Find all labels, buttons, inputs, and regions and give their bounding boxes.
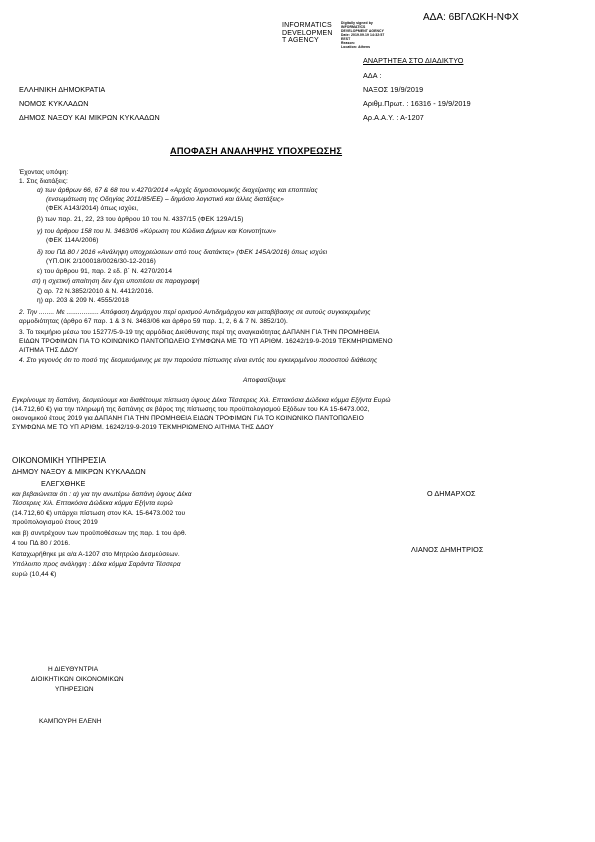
financial-line: Τέσσερεις Χιλ. Επτακόσια Δώδεκα κόμμα Εξήντα ευρώ <box>12 500 173 507</box>
provision-item: στ) η σχετική απαίτηση δεν έχει υποπέσει σε παραγραφή <box>32 278 200 285</box>
financial-line: Υπόλοιπο προς ανάληψη : Δέκα κόμμα Σαράντα Τέσσερα <box>12 561 181 568</box>
financial-line: προϋπολογισμού έτους 2019 <box>12 519 98 526</box>
header-country: ΕΛΛΗΝΙΚΗ ΔΗΜΟΚΡΑΤΙΑ <box>19 85 106 94</box>
signature-logo <box>282 22 333 45</box>
date-place: ΝΑΞΟΣ 19/9/2019 <box>363 85 424 94</box>
point-item: 3. Το τεκμήριο μέσω του 15277/5-9-19 της αρμόδιας Διεύθυνσης περί της αναγκαιότητας ΔΑΠΑΝΗ ΓΙΑ ΤΗΝ ΠΡΟΜΗΘΕΙΑ <box>19 329 380 336</box>
signature-details <box>341 21 384 49</box>
financial-line: και β) συντρέχουν των προϋποθέσεων της παρ. 1 του άρθ. <box>12 530 187 537</box>
financial-line: Καταχωρήθηκε με α/α Α-1207 στο Μητρώο Δεσμεύσεων. <box>12 551 180 558</box>
point-item: 2. Την ........ Με ................. Απόφαση Δημάρχου περί ορισμού Αντιδημάρχου και μεταβίβασης σε αυτούς συγκεκριμένης <box>19 309 371 316</box>
provision-item: (ΦΕΚ Α143/2014) όπως ισχύει, <box>46 205 139 212</box>
decision-line: ΣΥΜΦΩΝΑ ΜΕ ΤΟ ΥΠ ΑΡΙΘΜ. 16242/19-9-2019 ΤΕΚΜΗΡΙΩΜΕΝΟ ΑΙΤΗΜΑ ΤΗΣ ΔΔΟΥ <box>12 424 274 431</box>
provision-item: (ΥΠ.ΟΙΚ 2/100018/0026/30-12-2016) <box>46 258 156 265</box>
signature-detail: Location: Athens <box>341 45 371 49</box>
provision-item: γ) του άρθρου 158 του Ν. 3463/06 «Κύρωση του Κώδικα Δήμων και Κοινοτήτων» <box>37 228 277 235</box>
director-title: Η ΔΙΕΥΘΥΝΤΡΙΑ <box>48 666 99 673</box>
financial-line: και βεβαιώνεται ότι : α) για την ανωτέρω δαπάνη ύψους Δέκα <box>12 491 192 498</box>
point-item: 4. Στο γεγονός ότι το ποσό της δεσμευόμενης με την παρούσα πίστωσης είναι εντός του εγκεκριμένου ποσοστού διάθεσης <box>19 357 378 364</box>
decision-line: (14.712,60 €) για την πληρωμή της δαπάνης σε βάρος της πίστωσης του προϋπολογισμού Εξόδων του ΚΑ 15-6473.002, <box>12 406 370 413</box>
director-services: ΥΠΗΡΕΣΙΩΝ <box>55 686 94 693</box>
point-item: ΕΙΔΩΝ ΤΡΟΦΙΜΩΝ ΓΙΑ ΤΟ ΚΟΙΝΩΝΙΚΟ ΠΑΝΤΟΠΩΛΕΙΟ ΣΥΜΦΩΝΑ ΜΕ ΤΟ ΥΠ ΑΡΙΘΜ. 16242/19-9-2019 ΤΕΚΜΗΡΙΩΜΕΝΟ <box>19 338 393 345</box>
provision-item: α) των άρθρων 66, 67 & 68 του ν.4270/2014 «Αρχές δημοσιονομικής διαχείρισης και εποπτείας <box>37 187 318 194</box>
posted-online-note: ΑΝΑΡΤΗΤΕΑ ΣΤΟ ΔΙΑΔΙΚΤΥΟ <box>363 56 464 65</box>
header-prefecture: ΝΟΜΟΣ ΚΥΚΛΑΔΩΝ <box>19 99 89 108</box>
provision-item: δ) του ΠΔ 80 / 2016 «Ανάληψη υποχρεώσεων από τους διατάκτες» (ΦΕΚ 145Α/2016) όπως ισχύει <box>37 249 328 256</box>
provision-item: η) αρ. 203 & 209 Ν. 4555/2018 <box>37 297 130 304</box>
mayor-name: ΛΙΑΝΟΣ ΔΗΜΗΤΡΙΟΣ <box>411 545 484 554</box>
ada-field: ΑΔΑ : <box>363 71 382 80</box>
provision-item: (ΦΕΚ 114Α/2006) <box>46 237 99 244</box>
intro-considering: Έχοντας υπόψη: <box>19 169 69 176</box>
signature-detail: DEVELOPMENT AGENCY <box>341 29 384 33</box>
aay-number: Αρ.Α.Α.Υ. : Α-1207 <box>363 113 424 122</box>
point-item: αρμοδιότητας (άρθρο 67 παρ. 1 & 3 Ν. 3463/06 και άρθρο 59 παρ. 1, 2, 6 & 7 Ν. 3852/10). <box>19 318 288 325</box>
intro-provisions: 1. Στις διατάξεις: <box>19 178 68 185</box>
mayor-title: Ο ΔΗΜΑΡΧΟΣ <box>427 489 476 498</box>
decision-heading: Αποφασίζουμε <box>243 377 286 384</box>
ada-stamp: ΑΔΑ: 6ΒΓΛΩΚΗ-ΝΦΧ <box>423 12 519 23</box>
provision-item: β) των παρ. 21, 22, 23 του άρθρου 10 του Ν. 4337/15 (ΦΕΚ 129Α/15) <box>37 216 244 223</box>
signature-detail: Digitally signed by <box>341 21 373 25</box>
financial-line: 4 του ΠΔ 80 / 2016. <box>12 540 71 547</box>
logo-line-2: DEVELOPMEN <box>282 29 333 37</box>
decision-line: Εγκρίνουμε τη δαπάνη, δεσμεύουμε και διαθέτουμε πίστωση ύψους Δέκα Τέσσερεις Χιλ. Επτακόσια Δώδεκα κόμμα Εξήντα Ευρώ <box>12 397 391 404</box>
header-municipality: ΔΗΜΟΣ ΝΑΞΟΥ ΚΑΙ ΜΙΚΡΩΝ ΚΥΚΛΑΔΩΝ <box>19 113 160 122</box>
point-item: ΑΙΤΗΜΑ ΤΗΣ ΔΔΟΥ <box>19 347 79 354</box>
financial-line: ευρώ (10,44 €) <box>12 571 57 578</box>
financial-service-heading: ΟΙΚΟΝΟΜΙΚΗ ΥΠΗΡΕΣΙΑ <box>12 456 106 465</box>
signature-detail: Date: 2019.09.19 14:32:57 <box>341 33 385 37</box>
checked-label: ΕΛΕΓΧΘΗΚΕ <box>41 479 86 488</box>
signature-detail: INFORMATICS <box>341 25 366 29</box>
provision-item: (ενσωμάτωση της Οδηγίας 2011/85/ΕΕ) – δημόσιο λογιστικό και άλλες διατάξεις» <box>46 196 284 203</box>
decision-line: οικονομικού έτους 2019 για ΔΑΠΑΝΗ ΓΙΑ ΤΗΝ ΠΡΟΜΗΘΕΙΑ ΕΙΔΩΝ ΤΡΟΦΙΜΩΝ ΓΙΑ ΤΟ ΚΟΙΝΩΝΙΚΟ ΠΑΝΤΟΠΩΛΕΙΟ <box>12 415 364 422</box>
protocol-number: Αριθμ.Πρωτ. : 16316 - 19/9/2019 <box>363 99 471 108</box>
signature-detail: EEST <box>341 37 351 41</box>
document-title: ΑΠΟΦΑΣΗ ΑΝΑΛΗΨΗΣ ΥΠΟΧΡΕΩΣΗΣ <box>170 146 343 156</box>
financial-line: (14.712,60 €) υπάρχει πίστωση στον ΚΑ. 15-6473.002 του <box>12 510 186 517</box>
signature-detail: Reason: <box>341 41 356 45</box>
provision-item: ε) του άρθρου 91, παρ. 2 εδ. β΄ Ν. 4270/2014 <box>37 268 173 275</box>
director-name: ΚΑΜΠΟΥΡΗ ΕΛΕΝΗ <box>39 718 102 725</box>
logo-line-1: INFORMATICS <box>282 22 332 29</box>
director-department: ΔΙΟΙΚΗΤΙΚΩΝ ΟΙΚΟΝΟΜΙΚΩΝ <box>31 676 124 683</box>
logo-line-3: T AGENCY <box>282 37 319 44</box>
financial-service-municipality: ΔΗΜΟΥ ΝΑΞΟΥ & ΜΙΚΡΩΝ ΚΥΚΛΑΔΩΝ <box>12 467 146 476</box>
provision-item: ζ) αρ. 72 Ν.3852/2010 & Ν. 4412/2016. <box>37 288 154 295</box>
